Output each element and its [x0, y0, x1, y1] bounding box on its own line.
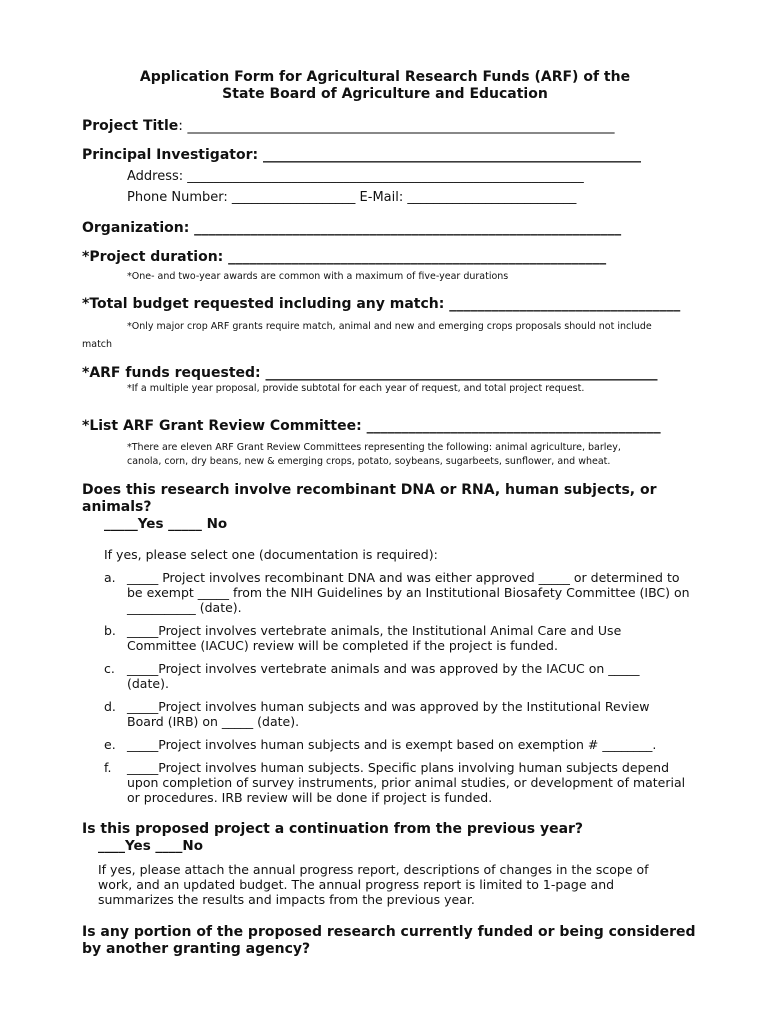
total-budget-note-1: *Only major crop ARF grants require match, animal and new and emerging crops proposals should not include — [127, 321, 652, 332]
q1-instruction: If yes, please select one (documentation is required): — [104, 547, 438, 562]
address-field[interactable]: Address: _____________________________________________________________ — [127, 169, 584, 184]
committee-field[interactable]: *List ARF Grant Review Committee: __________________________________________ — [82, 418, 661, 434]
project-duration-note: *One- and two-year awards are common with a maximum of five-year durations — [127, 271, 509, 282]
q1-heading: Does this research involve recombinant DNA or RNA, human subjects, or animals? — [82, 482, 657, 515]
q1-item-a[interactable]: _____ Project involves recombinant DNA and was either approved _____ or determined to be exempt _____ from the NIH Guidelines by an Institutional Biosafety Committee (IBC) on ___________ (date). — [127, 570, 690, 615]
q1-item-f-letter: f. — [104, 760, 112, 775]
q1-item-b-letter: b. — [104, 623, 116, 638]
q1-item-a-letter: a. — [104, 570, 116, 585]
project-duration-field[interactable]: *Project duration: ______________________________________________________ — [82, 249, 607, 265]
total-budget-note-2: match — [82, 339, 113, 350]
project-title-blank: _____________________________________________________________ — [183, 118, 615, 134]
phone-email-field[interactable]: Phone Number: ___________________ E-Mail: __________________________ — [127, 190, 577, 205]
q1-item-b[interactable]: _____Project involves vertebrate animals, the Institutional Animal Care and Use Committee (IACUC) review will be completed if the project is funded. — [127, 623, 622, 653]
project-title-field[interactable] — [82, 118, 614, 134]
q1-item-f[interactable]: _____Project involves human subjects. Specific plans involving human subjects depend upon completion of survey instruments, prior animal studies, or development of material or procedures. IRB review will be done if project is funded. — [127, 760, 686, 805]
form-title-line-2: State Board of Agriculture and Education — [222, 86, 548, 102]
q2-instruction: If yes, please attach the annual progress report, descriptions of changes in the scope of work, and an updated budget. The annual progress report is limited to 1-page and summarizes the results and impacts from the previous year. — [98, 862, 649, 907]
q2-yes-no[interactable]: ____Yes ____No — [98, 838, 204, 854]
q1-item-d-letter: d. — [104, 699, 116, 714]
committee-note-1: *There are eleven ARF Grant Review Committees representing the following: animal agriculture, barley, — [127, 442, 621, 453]
principal-investigator-field[interactable]: Principal Investigator: ______________________________________________________ — [82, 147, 641, 163]
q1-item-e[interactable]: _____Project involves human subjects and is exempt based on exemption # ________. — [127, 737, 657, 752]
q1-yes-no[interactable]: _____Yes _____ No — [104, 516, 228, 532]
q1-item-c[interactable]: _____Project involves vertebrate animals and was approved by the IACUC on _____ (date). — [127, 661, 640, 691]
committee-note-2: canola, corn, dry beans, new & emerging crops, potato, soybeans, sugarbeets, sunflower, and wheat. — [127, 456, 611, 467]
total-budget-field[interactable]: *Total budget requested including any match: _________________________________ — [82, 296, 681, 312]
form-title-line-1: Application Form for Agricultural Research Funds (ARF) of the — [139, 69, 631, 85]
q3-heading: Is any portion of the proposed research currently funded or being considered by another granting agency? — [82, 924, 696, 957]
project-title-colon: : — [178, 118, 183, 134]
organization-field[interactable]: Organization: _____________________________________________________________ — [82, 220, 622, 236]
q1-item-d[interactable]: _____Project involves human subjects and was approved by the Institutional Review Board (IRB) on _____ (date). — [127, 699, 650, 729]
q1-item-e-letter: e. — [104, 737, 116, 752]
arf-funds-note: *If a multiple year proposal, provide subtotal for each year of request, and total project request. — [127, 383, 585, 394]
q2-heading: Is this proposed project a continuation from the previous year? — [82, 821, 584, 837]
q1-item-c-letter: c. — [104, 661, 115, 676]
project-title-label: Project Title — [82, 118, 179, 134]
arf-funds-field[interactable]: *ARF funds requested: ________________________________________________________ — [82, 365, 658, 381]
